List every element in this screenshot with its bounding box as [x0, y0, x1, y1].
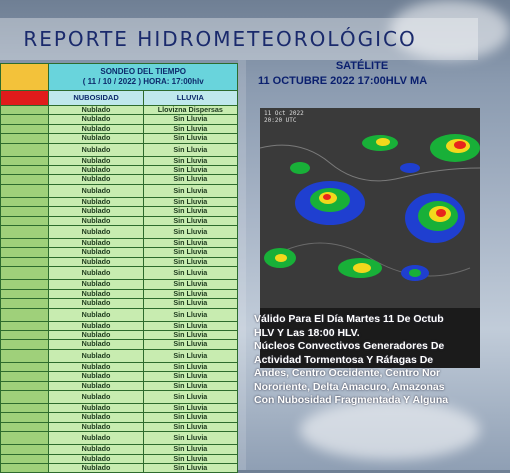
- table-row: [1, 445, 238, 454]
- table-row: [1, 184, 238, 197]
- cell-nubosidad: Nublado: [49, 239, 143, 248]
- row-marker: [1, 422, 49, 431]
- row-marker: [1, 166, 49, 175]
- cell-nubosidad: Nublado: [49, 280, 143, 289]
- cell-nubosidad: Nublado: [49, 226, 143, 239]
- row-marker: [1, 267, 49, 280]
- cell-nubosidad: Nublado: [49, 184, 143, 197]
- cell-lluvia: Sin Lluvia: [143, 372, 237, 381]
- table-header-row: [1, 64, 238, 91]
- cell-nubosidad: Nublado: [49, 106, 143, 115]
- cell-nubosidad: Nublado: [49, 432, 143, 445]
- cell-nubosidad: Nublado: [49, 413, 143, 422]
- cell-nubosidad: Nublado: [49, 156, 143, 165]
- cell-lluvia: Sin Lluvia: [143, 330, 237, 339]
- row-marker: [1, 381, 49, 390]
- cell-nubosidad: Nublado: [49, 267, 143, 280]
- row-marker: [1, 413, 49, 422]
- weather-table: [0, 63, 238, 472]
- header-marker-red: [1, 91, 49, 106]
- table-row: [1, 175, 238, 184]
- cell-nubosidad: Nublado: [49, 362, 143, 371]
- cell-lluvia: Sin Lluvia: [143, 432, 237, 445]
- cell-lluvia: Sin Lluvia: [143, 166, 237, 175]
- row-marker: [1, 390, 49, 403]
- cell-lluvia: Sin Lluvia: [143, 308, 237, 321]
- row-marker: [1, 463, 49, 472]
- row-marker: [1, 257, 49, 266]
- cell-lluvia: Sin Lluvia: [143, 454, 237, 463]
- row-marker: [1, 124, 49, 133]
- row-marker: [1, 207, 49, 216]
- cell-lluvia: Sin Lluvia: [143, 143, 237, 156]
- cell-nubosidad: Nublado: [49, 330, 143, 339]
- cell-nubosidad: Nublado: [49, 289, 143, 298]
- cell-nubosidad: Nublado: [49, 340, 143, 349]
- forecast-description: Válido Para El Día Martes 11 De Octub HLV Y Las 18:00 HLV. Núcleos Convectivos Generadores De Actividad Tormentosa Y Ráfagas De Andes, Centro Occidente, Centro Nor Nororiente, Delta Amacuro, Amazonas Con Nubosidad Fragmentada Y Alguna: [254, 313, 449, 406]
- cell-nubosidad: Nublado: [49, 216, 143, 225]
- cell-nubosidad: Nublado: [49, 248, 143, 257]
- row-marker: [1, 454, 49, 463]
- header-date: ( 11 / 10 / 2022 ) HORA: 17:00hlv: [82, 77, 204, 86]
- table-header: [49, 64, 238, 91]
- satellite-image-graphic: [260, 108, 480, 308]
- row-marker: [1, 403, 49, 412]
- cell-nubosidad: Nublado: [49, 257, 143, 266]
- table-row: [1, 207, 238, 216]
- satellite-title: SATÉLITE: [335, 60, 389, 72]
- table-row: [1, 257, 238, 266]
- table-row: [1, 432, 238, 445]
- table-row: [1, 422, 238, 431]
- cell-lluvia: Sin Lluvia: [143, 403, 237, 412]
- table-row: [1, 381, 238, 390]
- row-marker: [1, 226, 49, 239]
- table-row: [1, 226, 238, 239]
- table-row: [1, 340, 238, 349]
- cell-lluvia: Sin Lluvia: [143, 207, 237, 216]
- row-marker: [1, 372, 49, 381]
- row-marker: [1, 197, 49, 206]
- header-marker-yellow: [1, 64, 49, 91]
- cell-nubosidad: Nublado: [49, 349, 143, 362]
- cell-lluvia: Llovizna Dispersas: [143, 106, 237, 115]
- panel-divider: [238, 60, 246, 470]
- timestamp-time: 20:20 UTC: [264, 117, 297, 124]
- cell-lluvia: Sin Lluvia: [143, 156, 237, 165]
- cell-nubosidad: Nublado: [49, 454, 143, 463]
- cell-nubosidad: Nublado: [49, 143, 143, 156]
- header-title: SONDEO DEL TIEMPO: [100, 67, 187, 76]
- row-marker: [1, 432, 49, 445]
- cell-lluvia: Sin Lluvia: [143, 445, 237, 454]
- cell-nubosidad: Nublado: [49, 124, 143, 133]
- row-marker: [1, 115, 49, 124]
- table-row: [1, 143, 238, 156]
- cell-lluvia: Sin Lluvia: [143, 239, 237, 248]
- cell-lluvia: Sin Lluvia: [143, 289, 237, 298]
- row-marker: [1, 280, 49, 289]
- row-marker: [1, 143, 49, 156]
- cell-nubosidad: Nublado: [49, 372, 143, 381]
- cell-lluvia: Sin Lluvia: [143, 422, 237, 431]
- cell-nubosidad: Nublado: [49, 308, 143, 321]
- table-row: [1, 372, 238, 381]
- cell-lluvia: Sin Lluvia: [143, 257, 237, 266]
- page-title: REPORTE HIDROMETEOROLÓGICO: [23, 27, 417, 51]
- cell-nubosidad: Nublado: [49, 390, 143, 403]
- row-marker: [1, 321, 49, 330]
- table-column-header-row: [1, 91, 238, 106]
- cell-nubosidad: Nublado: [49, 445, 143, 454]
- satellite-subtitle: 11 OCTUBRE 2022 17:00HLV MA: [258, 75, 428, 87]
- cell-nubosidad: Nublado: [49, 422, 143, 431]
- row-marker: [1, 330, 49, 339]
- column-header-nubosidad: NUBOSIDAD: [49, 91, 143, 106]
- cell-nubosidad: Nublado: [49, 166, 143, 175]
- row-marker: [1, 248, 49, 257]
- cell-nubosidad: Nublado: [49, 175, 143, 184]
- row-marker: [1, 175, 49, 184]
- row-marker: [1, 134, 49, 143]
- cell-lluvia: Sin Lluvia: [143, 362, 237, 371]
- cell-lluvia: Sin Lluvia: [143, 299, 237, 308]
- cell-nubosidad: Nublado: [49, 197, 143, 206]
- table-row: [1, 463, 238, 472]
- cell-lluvia: Sin Lluvia: [143, 248, 237, 257]
- cell-lluvia: Sin Lluvia: [143, 340, 237, 349]
- cell-lluvia: Sin Lluvia: [143, 115, 237, 124]
- row-marker: [1, 299, 49, 308]
- cell-nubosidad: Nublado: [49, 134, 143, 143]
- row-marker: [1, 289, 49, 298]
- cell-nubosidad: Nublado: [49, 463, 143, 472]
- cell-nubosidad: Nublado: [49, 115, 143, 124]
- row-marker: [1, 308, 49, 321]
- cell-nubosidad: Nublado: [49, 299, 143, 308]
- cell-lluvia: Sin Lluvia: [143, 124, 237, 133]
- cell-lluvia: Sin Lluvia: [143, 216, 237, 225]
- table-row: [1, 390, 238, 403]
- cell-nubosidad: Nublado: [49, 381, 143, 390]
- table-row: [1, 280, 238, 289]
- cell-lluvia: Sin Lluvia: [143, 267, 237, 280]
- table-row: [1, 299, 238, 308]
- cell-lluvia: Sin Lluvia: [143, 175, 237, 184]
- row-marker: [1, 216, 49, 225]
- timestamp-date: 11 Oct 2022: [264, 110, 304, 117]
- cell-lluvia: Sin Lluvia: [143, 463, 237, 472]
- column-header-lluvia: LLUVIA: [143, 91, 237, 106]
- table-row: [1, 115, 238, 124]
- row-marker: [1, 106, 49, 115]
- cell-nubosidad: Nublado: [49, 321, 143, 330]
- row-marker: [1, 362, 49, 371]
- cell-lluvia: Sin Lluvia: [143, 184, 237, 197]
- cell-lluvia: Sin Lluvia: [143, 349, 237, 362]
- satellite-panel: [246, 58, 478, 470]
- table-row: [1, 216, 238, 225]
- cell-lluvia: Sin Lluvia: [143, 280, 237, 289]
- table-row: [1, 308, 238, 321]
- cell-lluvia: Sin Lluvia: [143, 413, 237, 422]
- cell-lluvia: Sin Lluvia: [143, 321, 237, 330]
- table-row: [1, 349, 238, 362]
- row-marker: [1, 445, 49, 454]
- cell-lluvia: Sin Lluvia: [143, 381, 237, 390]
- row-marker: [1, 156, 49, 165]
- row-marker: [1, 239, 49, 248]
- cell-lluvia: Sin Lluvia: [143, 197, 237, 206]
- table-row: [1, 413, 238, 422]
- row-marker: [1, 184, 49, 197]
- satellite-timestamp: [264, 110, 304, 124]
- table-row: [1, 267, 238, 280]
- cell-nubosidad: Nublado: [49, 207, 143, 216]
- row-marker: [1, 340, 49, 349]
- cell-lluvia: Sin Lluvia: [143, 390, 237, 403]
- table-row: [1, 248, 238, 257]
- row-marker: [1, 349, 49, 362]
- table-row: [1, 321, 238, 330]
- table-row: [1, 134, 238, 143]
- cell-lluvia: Sin Lluvia: [143, 134, 237, 143]
- cell-lluvia: Sin Lluvia: [143, 226, 237, 239]
- cell-nubosidad: Nublado: [49, 403, 143, 412]
